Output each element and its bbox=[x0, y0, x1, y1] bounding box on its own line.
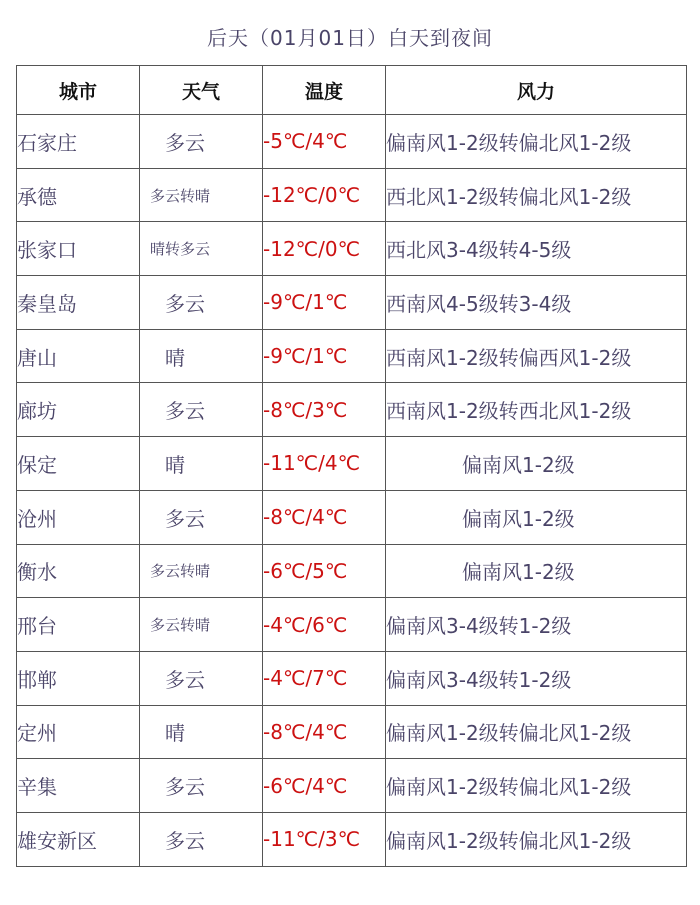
city-cell: 承德 bbox=[17, 168, 140, 222]
temperature-cell: -6℃/4℃ bbox=[263, 759, 386, 813]
table-row bbox=[17, 276, 687, 330]
city-cell: 沧州 bbox=[17, 490, 140, 544]
temperature-cell: -9℃/1℃ bbox=[263, 276, 386, 330]
city-cell: 唐山 bbox=[17, 329, 140, 383]
temperature-cell: -6℃/5℃ bbox=[263, 544, 386, 598]
weather-forecast-table bbox=[16, 65, 687, 867]
table-row bbox=[17, 329, 687, 383]
temperature-cell: -4℃/6℃ bbox=[263, 598, 386, 652]
city-cell: 廊坊 bbox=[17, 383, 140, 437]
table-row bbox=[17, 490, 687, 544]
weather-cell: 多云 bbox=[140, 383, 263, 437]
city-cell: 张家口 bbox=[17, 222, 140, 276]
table-row bbox=[17, 168, 687, 222]
wind-cell: 偏南风1-2级转偏北风1-2级 bbox=[386, 115, 687, 169]
table-row bbox=[17, 383, 687, 437]
temperature-cell: -4℃/7℃ bbox=[263, 651, 386, 705]
table-row bbox=[17, 759, 687, 813]
temperature-cell: -9℃/1℃ bbox=[263, 329, 386, 383]
temperature-cell: -11℃/3℃ bbox=[263, 812, 386, 866]
city-cell: 保定 bbox=[17, 437, 140, 491]
city-cell: 雄安新区 bbox=[17, 812, 140, 866]
column-header-temperature: 温度 bbox=[263, 66, 386, 115]
column-header-weather: 天气 bbox=[140, 66, 263, 115]
wind-cell: 偏南风1-2级 bbox=[386, 437, 687, 491]
weather-cell: 晴 bbox=[140, 437, 263, 491]
weather-cell: 晴转多云 bbox=[140, 222, 263, 276]
table-row bbox=[17, 598, 687, 652]
column-header-city: 城市 bbox=[17, 66, 140, 115]
city-cell: 邢台 bbox=[17, 598, 140, 652]
table-row bbox=[17, 705, 687, 759]
city-cell: 辛集 bbox=[17, 759, 140, 813]
temperature-cell: -5℃/4℃ bbox=[263, 115, 386, 169]
weather-cell: 多云转晴 bbox=[140, 598, 263, 652]
weather-cell: 多云 bbox=[140, 490, 263, 544]
weather-cell: 多云转晴 bbox=[140, 544, 263, 598]
wind-cell: 西北风3-4级转4-5级 bbox=[386, 222, 687, 276]
city-cell: 邯郸 bbox=[17, 651, 140, 705]
wind-cell: 偏南风1-2级 bbox=[386, 544, 687, 598]
wind-cell: 偏南风1-2级转偏北风1-2级 bbox=[386, 812, 687, 866]
table-row bbox=[17, 651, 687, 705]
wind-cell: 偏南风1-2级转偏北风1-2级 bbox=[386, 705, 687, 759]
temperature-cell: -8℃/4℃ bbox=[263, 490, 386, 544]
temperature-cell: -12℃/0℃ bbox=[263, 222, 386, 276]
temperature-cell: -12℃/0℃ bbox=[263, 168, 386, 222]
temperature-cell: -8℃/4℃ bbox=[263, 705, 386, 759]
weather-cell: 多云 bbox=[140, 276, 263, 330]
weather-cell: 多云 bbox=[140, 812, 263, 866]
weather-cell: 晴 bbox=[140, 705, 263, 759]
table-header-row bbox=[17, 66, 687, 115]
weather-cell: 晴 bbox=[140, 329, 263, 383]
city-cell: 衡水 bbox=[17, 544, 140, 598]
temperature-cell: -8℃/3℃ bbox=[263, 383, 386, 437]
wind-cell: 西南风1-2级转偏西风1-2级 bbox=[386, 329, 687, 383]
wind-cell: 西南风4-5级转3-4级 bbox=[386, 276, 687, 330]
wind-cell: 西北风1-2级转偏北风1-2级 bbox=[386, 168, 687, 222]
column-header-wind: 风力 bbox=[386, 66, 687, 115]
weather-cell: 多云 bbox=[140, 115, 263, 169]
wind-cell: 西南风1-2级转西北风1-2级 bbox=[386, 383, 687, 437]
table-row bbox=[17, 812, 687, 866]
wind-cell: 偏南风3-4级转1-2级 bbox=[386, 598, 687, 652]
wind-cell: 偏南风1-2级 bbox=[386, 490, 687, 544]
table-row bbox=[17, 544, 687, 598]
city-cell: 石家庄 bbox=[17, 115, 140, 169]
weather-cell: 多云 bbox=[140, 651, 263, 705]
table-row bbox=[17, 437, 687, 491]
wind-cell: 偏南风1-2级转偏北风1-2级 bbox=[386, 759, 687, 813]
city-cell: 秦皇岛 bbox=[17, 276, 140, 330]
wind-cell: 偏南风3-4级转1-2级 bbox=[386, 651, 687, 705]
weather-cell: 多云转晴 bbox=[140, 168, 263, 222]
table-row bbox=[17, 222, 687, 276]
weather-cell: 多云 bbox=[140, 759, 263, 813]
table-body bbox=[17, 115, 687, 867]
table-row bbox=[17, 115, 687, 169]
temperature-cell: -11℃/4℃ bbox=[263, 437, 386, 491]
city-cell: 定州 bbox=[17, 705, 140, 759]
page-title: 后天（01月01日）白天到夜间 bbox=[207, 26, 493, 50]
